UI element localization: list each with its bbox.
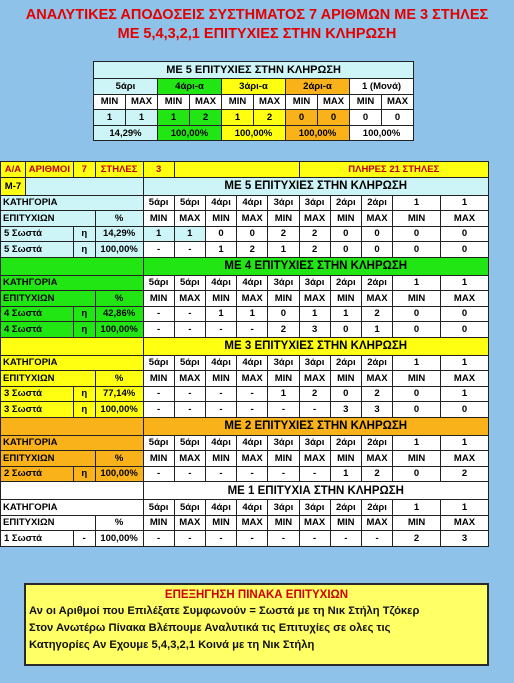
summary-max: MAX xyxy=(126,94,158,110)
row-value: 0 xyxy=(393,306,441,322)
row-value: - xyxy=(174,531,205,547)
category-label: ΕΠΙΤΥΧΙΩΝ xyxy=(1,515,96,531)
minmax-head: MAX xyxy=(174,211,205,227)
column-head: 5άρι xyxy=(143,355,174,371)
column-head: 2άρι xyxy=(330,355,361,371)
percent-head: % xyxy=(95,451,143,467)
title-line-1: ΑΝΑΛΥΤΙΚΕΣ ΑΠΟΔΟΣΕΙΣ ΣΥΣΤΗΜΑΤΟΣ 7 ΑΡΙΘΜΩΝ ΜΕ 3 ΣΤΗΛΕΣ xyxy=(25,7,489,23)
minmax-head: MIN xyxy=(143,371,174,387)
row-value: 3 xyxy=(361,402,392,418)
row-value: 0 xyxy=(393,322,441,338)
row-value: - xyxy=(143,466,174,482)
minmax-head: MIN xyxy=(143,211,174,227)
stiles-label: ΣΤΗΛΕΣ xyxy=(95,162,143,178)
row-value: 1 xyxy=(237,306,268,322)
row-value: 0 xyxy=(361,226,392,242)
minmax-head: MAX xyxy=(237,211,268,227)
row-value: - xyxy=(237,386,268,402)
row-value: - xyxy=(299,466,330,482)
minmax-head: MAX xyxy=(174,451,205,467)
section-title: ΜΕ 5 ΕΠΙΤΥΧΙΕΣ ΣΤΗΝ ΚΛΗΡΩΣΗ xyxy=(143,177,489,195)
category-label: ΕΠΙΤΥΧΙΩΝ xyxy=(1,451,96,467)
column-head: 5άρι xyxy=(143,500,174,516)
minmax-head: MAX xyxy=(174,291,205,307)
row-value: 1 xyxy=(361,322,392,338)
blank-cell xyxy=(1,482,144,500)
row-value: 1 xyxy=(330,466,361,482)
blank-cell xyxy=(25,177,143,195)
column-head: 3άρι xyxy=(268,355,299,371)
row-value: 0 xyxy=(330,226,361,242)
minmax-head: MAX xyxy=(237,451,268,467)
percent-head: % xyxy=(95,211,143,227)
column-head: 1 xyxy=(393,435,441,451)
row-value: - xyxy=(174,402,205,418)
summary-value: 0 xyxy=(382,110,414,126)
minmax-head: MAX xyxy=(440,451,488,467)
minmax-head: MIN xyxy=(393,211,441,227)
minmax-head: MAX xyxy=(440,515,488,531)
row-value: - xyxy=(205,466,236,482)
row-value: - xyxy=(143,386,174,402)
row-percent: 100,00% xyxy=(95,322,143,338)
column-head: 1 xyxy=(440,195,488,211)
percent-head: % xyxy=(95,371,143,387)
row-value: 0 xyxy=(440,226,488,242)
category-label: ΕΠΙΤΥΧΙΩΝ xyxy=(1,371,96,387)
column-head: 3άρι xyxy=(299,355,330,371)
blank-cell xyxy=(1,337,144,355)
row-value: 1 xyxy=(174,226,205,242)
column-head: 3άρι xyxy=(299,435,330,451)
summary-group-5ari: 5άρι xyxy=(94,79,158,95)
row-value: 2 xyxy=(268,322,299,338)
row-value: 0 xyxy=(361,242,392,258)
minmax-head: MAX xyxy=(237,291,268,307)
row-percent: 100,00% xyxy=(95,531,143,547)
minmax-head: MAX xyxy=(361,291,392,307)
category-label: ΕΠΙΤΥΧΙΩΝ xyxy=(1,291,96,307)
row-value: 2 xyxy=(299,386,330,402)
row-value: 1 xyxy=(299,306,330,322)
column-head: 2άρι xyxy=(361,355,392,371)
row-value: 2 xyxy=(299,242,330,258)
model-label: M-7 xyxy=(1,177,26,195)
row-label: 3 Σωστά xyxy=(1,402,74,418)
column-head: 1 xyxy=(393,275,441,291)
column-head: 2άρι xyxy=(361,435,392,451)
eta-cell: η xyxy=(73,386,95,402)
column-head: 5άρι xyxy=(174,435,205,451)
summary-value: 2 xyxy=(190,110,222,126)
row-value: 0 xyxy=(268,306,299,322)
row-value: 3 xyxy=(299,322,330,338)
table-row xyxy=(1,386,489,402)
row-value: - xyxy=(174,306,205,322)
minmax-head: MAX xyxy=(237,515,268,531)
column-head: 1 xyxy=(393,195,441,211)
minmax-head: MIN xyxy=(205,451,236,467)
column-head: 2άρι xyxy=(330,435,361,451)
summary-value: 0 xyxy=(350,110,382,126)
row-value: 1 xyxy=(440,386,488,402)
row-value: - xyxy=(143,322,174,338)
section-title: ΜΕ 3 ΕΠΙΤΥΧΙΕΣ ΣΤΗΝ ΚΛΗΡΩΣΗ xyxy=(143,337,489,355)
explanation-line-3: Κατηγορίες Αν Εχουμε 5,4,3,2,1 Κοινά με τη Νικ Στήλη xyxy=(29,639,315,651)
minmax-head: MIN xyxy=(268,371,299,387)
row-value: - xyxy=(143,242,174,258)
summary-percent: 100,00% xyxy=(350,125,414,141)
row-value: 0 xyxy=(330,242,361,258)
row-value: - xyxy=(237,322,268,338)
minmax-head: MIN xyxy=(330,371,361,387)
column-head: 4άρι xyxy=(237,435,268,451)
summary-value: 1 xyxy=(126,110,158,126)
column-head: 4άρι xyxy=(205,435,236,451)
column-head: 2άρι xyxy=(361,195,392,211)
minmax-head: MIN xyxy=(205,211,236,227)
column-head: 5άρι xyxy=(143,435,174,451)
minmax-head: MIN xyxy=(393,515,441,531)
minmax-head: MAX xyxy=(361,515,392,531)
row-label: 1 Σωστά xyxy=(1,531,74,547)
row-value: - xyxy=(299,402,330,418)
summary-max: MAX xyxy=(190,94,222,110)
row-value: 0 xyxy=(440,402,488,418)
row-value: - xyxy=(268,531,299,547)
row-value: - xyxy=(174,466,205,482)
row-value: 2 xyxy=(299,226,330,242)
minmax-head: MAX xyxy=(361,211,392,227)
row-label: 4 Σωστά xyxy=(1,306,74,322)
row-label: 3 Σωστά xyxy=(1,386,74,402)
row-percent: 100,00% xyxy=(95,242,143,258)
minmax-head: MAX xyxy=(361,371,392,387)
row-value: 1 xyxy=(205,242,236,258)
column-head: 4άρι xyxy=(237,355,268,371)
summary-max: MAX xyxy=(318,94,350,110)
column-head: 5άρι xyxy=(174,275,205,291)
column-head: 5άρι xyxy=(174,195,205,211)
row-value: - xyxy=(205,386,236,402)
explanation-line-2: Στον Ανωτέρω Πίνακα Βλέπουμε Αναλυτικά τις Επιτυχίες σε ολες τις xyxy=(29,622,391,634)
row-value: 0 xyxy=(440,242,488,258)
column-head: 2άρι xyxy=(361,275,392,291)
row-value: 2 xyxy=(361,466,392,482)
row-value: 1 xyxy=(268,386,299,402)
column-head: 1 xyxy=(393,500,441,516)
minmax-head: MAX xyxy=(361,451,392,467)
minmax-head: MAX xyxy=(174,371,205,387)
summary-percent: 100,00% xyxy=(158,125,222,141)
category-label: ΚΑΤΗΓΟΡΙΑ xyxy=(1,435,144,451)
row-value: 0 xyxy=(440,322,488,338)
minmax-head: MIN xyxy=(393,291,441,307)
minmax-head: MIN xyxy=(330,515,361,531)
category-label: ΚΑΤΗΓΟΡΙΑ xyxy=(1,195,144,211)
section-title: ΜΕ 4 ΕΠΙΤΥΧΙΕΣ ΣΤΗΝ ΚΛΗΡΩΣΗ xyxy=(143,257,489,275)
column-head: 3άρι xyxy=(299,500,330,516)
row-value: 0 xyxy=(205,226,236,242)
eta-cell: η xyxy=(73,322,95,338)
minmax-head: MIN xyxy=(330,211,361,227)
column-head: 5άρι xyxy=(143,195,174,211)
row-percent: 42,86% xyxy=(95,306,143,322)
summary-percent: 100,00% xyxy=(222,125,286,141)
summary-table xyxy=(93,61,414,141)
column-head: 2άρι xyxy=(330,195,361,211)
summary-min: MIN xyxy=(222,94,254,110)
table-row xyxy=(1,242,489,258)
row-value: 2 xyxy=(361,386,392,402)
column-head: 4άρι xyxy=(205,195,236,211)
summary-percent: 100,00% xyxy=(286,125,350,141)
row-value: - xyxy=(143,531,174,547)
row-value: - xyxy=(174,386,205,402)
blank-cell xyxy=(1,257,144,275)
minmax-head: MIN xyxy=(205,515,236,531)
row-value: 0 xyxy=(393,466,441,482)
minmax-head: MAX xyxy=(237,371,268,387)
explanation-box xyxy=(24,583,489,666)
row-percent: 14,29% xyxy=(95,226,143,242)
eta-cell: η xyxy=(73,306,95,322)
row-label: 5 Σωστά xyxy=(1,242,74,258)
minmax-head: MAX xyxy=(174,515,205,531)
minmax-head: MIN xyxy=(268,291,299,307)
summary-title: ΜΕ 5 ΕΠΙΤΥΧΙΕΣ ΣΤΗΝ ΚΛΗΡΩΣΗ xyxy=(94,62,414,79)
summary-max: MAX xyxy=(382,94,414,110)
category-label: ΚΑΤΗΓΟΡΙΑ xyxy=(1,500,144,516)
row-value: - xyxy=(205,322,236,338)
row-value: - xyxy=(237,466,268,482)
minmax-head: MIN xyxy=(330,451,361,467)
row-label: 5 Σωστά xyxy=(1,226,74,242)
column-head: 3άρι xyxy=(299,275,330,291)
row-value: 2 xyxy=(237,242,268,258)
summary-group-mona: 1 (Μονά) xyxy=(350,79,414,95)
page-title xyxy=(0,6,514,44)
row-value: - xyxy=(174,322,205,338)
category-label: ΚΑΤΗΓΟΡΙΑ xyxy=(1,355,144,371)
minmax-head: MAX xyxy=(440,291,488,307)
minmax-head: MAX xyxy=(299,291,330,307)
eta-cell: η xyxy=(73,402,95,418)
row-value: 2 xyxy=(268,226,299,242)
minmax-head: MIN xyxy=(268,451,299,467)
column-head: 4άρι xyxy=(205,275,236,291)
column-head: 4άρι xyxy=(205,355,236,371)
row-value: 0 xyxy=(393,386,441,402)
row-value: 2 xyxy=(361,306,392,322)
explanation-title: ΕΠΕΞΗΓΗΣΗ ΠΙΝΑΚΑ ΕΠΙΤΥΧΙΩΝ xyxy=(164,589,349,601)
row-value: 0 xyxy=(393,226,441,242)
minmax-head: MAX xyxy=(440,371,488,387)
eta-cell: η xyxy=(73,466,95,482)
eta-cell: η xyxy=(73,242,95,258)
column-head: 4άρι xyxy=(237,275,268,291)
row-value: - xyxy=(205,402,236,418)
summary-percent: 14,29% xyxy=(94,125,158,141)
row-value: 0 xyxy=(330,386,361,402)
summary-value: 0 xyxy=(318,110,350,126)
numbers-count: 7 xyxy=(73,162,95,178)
row-value: - xyxy=(143,306,174,322)
row-value: - xyxy=(330,531,361,547)
minmax-head: MAX xyxy=(299,451,330,467)
minmax-head: MIN xyxy=(393,371,441,387)
explanation-line-1: Αν οι Αριθμοί που Επιλέξατε Συμφωνούν = Σωστά με τη Νικ Στήλη Τζόκερ xyxy=(29,605,420,617)
row-value: 1 xyxy=(330,306,361,322)
minmax-head: MAX xyxy=(299,371,330,387)
summary-min: MIN xyxy=(350,94,382,110)
row-value: - xyxy=(205,531,236,547)
summary-value: 1 xyxy=(222,110,254,126)
minmax-head: MAX xyxy=(299,211,330,227)
column-head: 5άρι xyxy=(174,500,205,516)
table-row xyxy=(1,466,489,482)
row-value: - xyxy=(237,402,268,418)
row-value: - xyxy=(237,531,268,547)
column-head: 3άρι xyxy=(299,195,330,211)
row-value: 1 xyxy=(143,226,174,242)
column-head: 4άρι xyxy=(237,500,268,516)
summary-max: MAX xyxy=(254,94,286,110)
minmax-head: MIN xyxy=(143,451,174,467)
row-value: 0 xyxy=(393,242,441,258)
minmax-head: MIN xyxy=(205,291,236,307)
column-head: 3άρι xyxy=(268,435,299,451)
row-label: 4 Σωστά xyxy=(1,322,74,338)
percent-head: % xyxy=(95,515,143,531)
row-value: 0 xyxy=(330,322,361,338)
row-value: - xyxy=(268,466,299,482)
blank-cell xyxy=(1,417,144,435)
row-value: 0 xyxy=(440,306,488,322)
minmax-head: MAX xyxy=(299,515,330,531)
row-percent: 100,00% xyxy=(95,466,143,482)
percent-head: % xyxy=(95,291,143,307)
category-label: ΚΑΤΗΓΟΡΙΑ xyxy=(1,275,144,291)
aa-label: A/A xyxy=(1,162,26,178)
minmax-head: MAX xyxy=(440,211,488,227)
arithmoi-label: ΑΡΙΘΜΟΙ xyxy=(25,162,73,178)
eta-cell: η xyxy=(73,226,95,242)
column-head: 2άρι xyxy=(361,500,392,516)
column-head: 3άρι xyxy=(268,500,299,516)
row-value: 0 xyxy=(393,402,441,418)
row-value: 2 xyxy=(440,466,488,482)
row-value: 3 xyxy=(440,531,488,547)
column-head: 3άρι xyxy=(268,275,299,291)
row-percent: 77,14% xyxy=(95,386,143,402)
column-head: 1 xyxy=(440,500,488,516)
column-head: 5άρι xyxy=(143,275,174,291)
table-row xyxy=(1,306,489,322)
minmax-head: MIN xyxy=(143,515,174,531)
eta-cell: - xyxy=(73,531,95,547)
summary-value: 1 xyxy=(158,110,190,126)
row-value: - xyxy=(361,531,392,547)
column-head: 1 xyxy=(440,275,488,291)
column-head: 3άρι xyxy=(268,195,299,211)
category-label: ΕΠΙΤΥΧΙΩΝ xyxy=(1,211,96,227)
minmax-head: MIN xyxy=(205,371,236,387)
summary-min: MIN xyxy=(158,94,190,110)
minmax-head: MIN xyxy=(268,515,299,531)
row-value: - xyxy=(299,531,330,547)
column-head: 1 xyxy=(440,355,488,371)
minmax-head: MIN xyxy=(143,291,174,307)
summary-value: 2 xyxy=(254,110,286,126)
minmax-head: MIN xyxy=(393,451,441,467)
row-value: 2 xyxy=(393,531,441,547)
column-head: 1 xyxy=(440,435,488,451)
summary-group-2ari: 2άρι-α xyxy=(286,79,350,95)
column-head: 4άρι xyxy=(237,195,268,211)
detail-table xyxy=(0,161,489,547)
table-row xyxy=(1,531,489,547)
row-value: - xyxy=(174,242,205,258)
row-value: 1 xyxy=(268,242,299,258)
summary-group-4ari: 4άρι-α xyxy=(158,79,222,95)
row-value: - xyxy=(143,402,174,418)
summary-value: 1 xyxy=(94,110,126,126)
title-line-2: ΜΕ 5,4,3,2,1 ΕΠΙΤΥΧΙΕΣ ΣΤΗΝ ΚΛΗΡΩΣΗ xyxy=(117,26,397,42)
summary-min: MIN xyxy=(94,94,126,110)
row-value: 1 xyxy=(205,306,236,322)
minmax-head: MIN xyxy=(268,211,299,227)
summary-min: MIN xyxy=(286,94,318,110)
row-label: 2 Σωστά xyxy=(1,466,74,482)
column-head: 5άρι xyxy=(174,355,205,371)
row-value: 3 xyxy=(330,402,361,418)
column-head: 2άρι xyxy=(330,275,361,291)
table-row xyxy=(1,402,489,418)
summary-group-3ari: 3άρι-α xyxy=(222,79,286,95)
column-head: 2άρι xyxy=(330,500,361,516)
section-title: ΜΕ 2 ΕΠΙΤΥΧΙΕΣ ΣΤΗΝ ΚΛΗΡΩΣΗ xyxy=(143,417,489,435)
column-head: 4άρι xyxy=(205,500,236,516)
minmax-head: MIN xyxy=(330,291,361,307)
section-title: ΜΕ 1 ΕΠΙΤΥΧΙΑ ΣΤΗΝ ΚΛΗΡΩΣΗ xyxy=(143,482,489,500)
row-value: - xyxy=(268,402,299,418)
column-head: 1 xyxy=(393,355,441,371)
full-columns: ΠΛΗΡΕΣ 21 ΣΤΗΛΕΣ xyxy=(299,162,488,178)
row-percent: 100,00% xyxy=(95,402,143,418)
table-row xyxy=(1,226,489,242)
table-row xyxy=(1,322,489,338)
row-value: 0 xyxy=(237,226,268,242)
summary-value: 0 xyxy=(286,110,318,126)
columns-count: 3 xyxy=(143,162,174,178)
